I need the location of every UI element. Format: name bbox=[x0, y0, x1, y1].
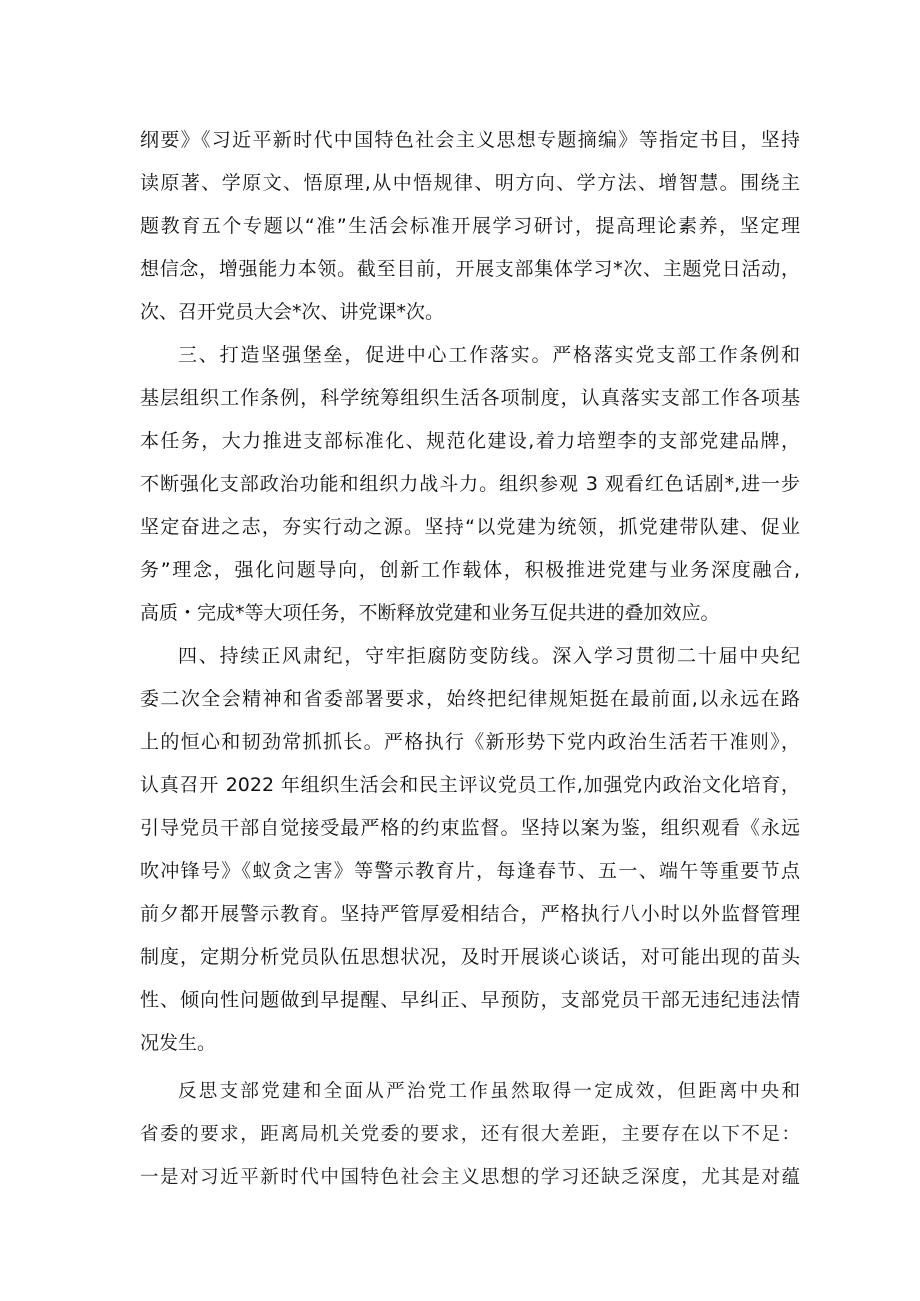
text-line: 坚定奋进之志，夯实行动之源。坚持“以党建为统领，抓党建带队建、促业 bbox=[140, 516, 800, 538]
text-line: 高质・完成*等大项任务，不断释放党建和业务互促共进的叠加效应。 bbox=[140, 602, 720, 624]
text-line: 性、倾向性问题做到早提醒、早纠正、早预防，支部党员干部无违纪违法情 bbox=[140, 989, 800, 1011]
text-line: 上的恒心和韧劲常抓抓长。严格执行《新形势下党内政治生活若干准则》， bbox=[140, 731, 800, 753]
text-line: 基层组织工作条例，科学统筹组织生活各项制度，认真落实支部工作各项基 bbox=[140, 387, 800, 409]
text-line: 想信念，增强能力本领。截至目前，开展支部集体学习*次、主题党日活动， bbox=[140, 258, 800, 280]
text-line: 四、持续正风肃纪，守牢拒腐防变防线。深入学习贯彻二十届中央纪 bbox=[178, 645, 800, 667]
text-line: 次、召开党员大会*次、讲党课*次。 bbox=[140, 301, 445, 323]
text-line: 三、打造坚强堡垒，促进中心工作落实。严格落实党支部工作条例和 bbox=[178, 344, 800, 366]
text-line: 况发生。 bbox=[140, 1032, 217, 1054]
text-line: 一是对习近平新时代中国特色社会主义思想的学习还缺乏深度，尤其是对蕴 bbox=[140, 1167, 800, 1188]
text-line: 读原著、学原文、悟原理,从中悟规律、明方向、学方法、增智慧。围绕主 bbox=[140, 172, 800, 194]
text-line: 制度，定期分析党员队伍思想状况，及时开展谈心谈话，对可能出现的苗头 bbox=[140, 946, 800, 968]
text-line: 题教育五个专题以“准”生活会标准开展学习研讨，提高理论素养，坚定理 bbox=[140, 215, 800, 237]
text-line: 本任务，大力推进支部标准化、规范化建设,着力培塑李的支部党建品牌， bbox=[140, 430, 800, 452]
text-line: 引导党员干部自觉接受最严格的约束监督。坚持以案为鉴，组织观看《永远 bbox=[140, 817, 800, 839]
text-line: 前夕都开展警示教育。坚持严管厚爱相结合，严格执行八小时以外监督管理 bbox=[140, 903, 800, 925]
text-line: 不断强化支部政治功能和组织力战斗力。组织参观 3 观看红色话剧*,进一步 bbox=[140, 473, 800, 495]
text-line: 反思支部党建和全面从严治党工作虽然取得一定成效，但距离中央和 bbox=[178, 1081, 800, 1102]
text-line: 委二次全会精神和省委部署要求，始终把纪律规矩挺在最前面,以永远在路 bbox=[140, 688, 800, 710]
text-line: 省委的要求，距离局机关党委的要求，还有很大差距，主要存在以下不足： bbox=[140, 1124, 800, 1145]
text-line: 务”理念，强化问题导向，创新工作载体，积极推进党建与业务深度融合, bbox=[140, 559, 800, 581]
text-line: 认真召开 2022 年组织生活会和民主评议党员工作,加强党内政治文化培育， bbox=[140, 774, 800, 796]
text-line: 纲要》《习近平新时代中国特色社会主义思想专题摘编》等指定书目，坚持 bbox=[140, 129, 800, 151]
text-line: 吹冲锋号》《蚁贪之害》等警示教育片，每逢春节、五一、端午等重要节点 bbox=[140, 860, 800, 882]
